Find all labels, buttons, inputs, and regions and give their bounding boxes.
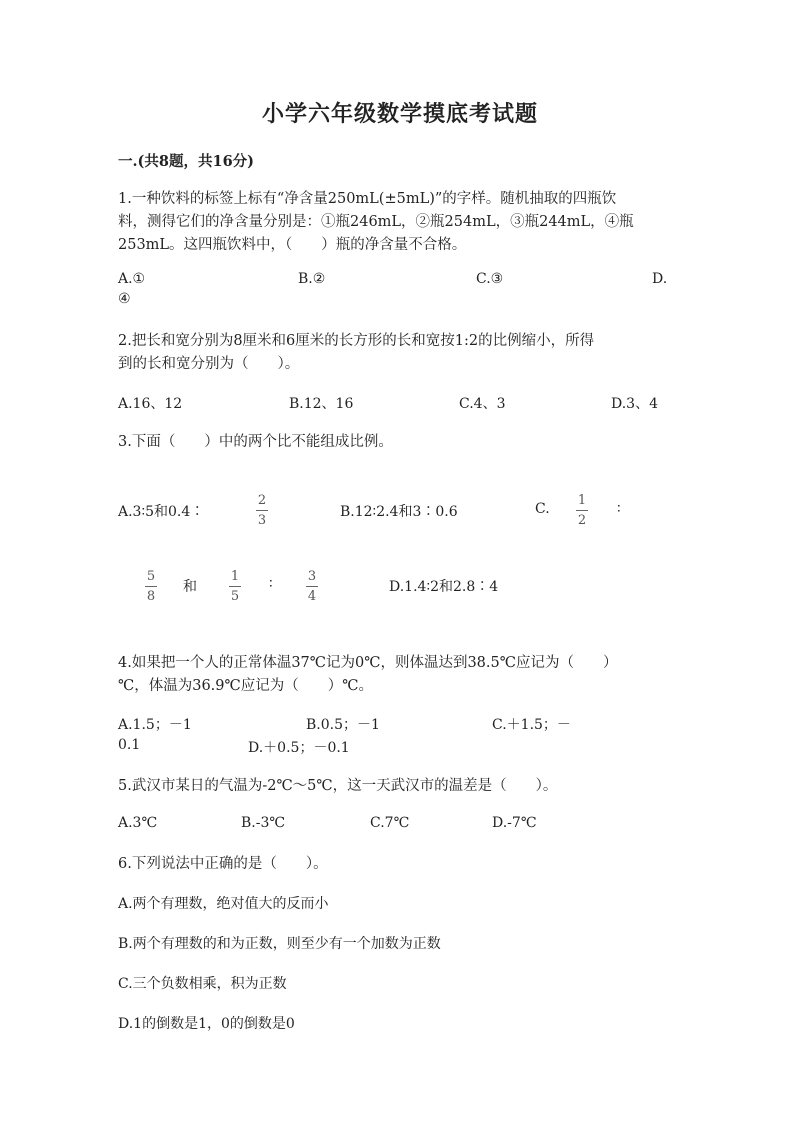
question-6-option-d: D.1的倒数是1，0的倒数是0 [118, 1016, 295, 1032]
question-5-option-c: C.7℃ [370, 815, 410, 831]
question-5-stem: 5.武汉市某日的气温为-2℃～5℃，这一天武汉市的温差是（ ）。 [118, 778, 558, 794]
fraction-five-eighths: 5 8 [146, 569, 156, 604]
question-1-stem-line-1: 1.一种饮料的标签上标有“净含量250mL(±5mL)”的字样。随机抽取的四瓶饮 [118, 191, 617, 207]
question-2-stem-line-2: 到的长和宽分别为（ ）。 [118, 356, 300, 372]
question-3-option-b: B.12∶2.4和3∶0.6 [340, 504, 458, 520]
ratio-colon-2: ∶ [269, 576, 273, 592]
question-2-option-a: A.16、12 [118, 396, 183, 412]
question-3-option-a: A.3∶5和0.4∶ [118, 504, 205, 520]
question-2-stem-line-1: 2.把长和宽分别为8厘米和6厘米的长方形的长和宽按1:2的比例缩小，所得 [118, 333, 595, 349]
question-2-option-b: B.12、16 [289, 396, 354, 412]
question-5-option-a: A.3℃ [118, 815, 158, 831]
question-2-option-c: C.4、3 [459, 396, 506, 412]
question-4-option-c: C.＋1.5；－ [492, 717, 571, 733]
question-4-stem-line-2: ℃，体温为36.9℃应记为（ ）℃。 [118, 678, 373, 694]
question-1-option-d-wrap: ④ [118, 291, 131, 307]
question-4-option-c-wrap: 0.1 [118, 737, 141, 753]
question-1-option-d: D. [652, 271, 668, 287]
question-1-stem-line-3: 253mL。这四瓶饮料中，（ ）瓶的净含量不合格。 [118, 237, 467, 253]
question-6-option-a: A.两个有理数，绝对值大的反而小 [118, 896, 329, 912]
section-heading: 一.(共8题，共16分) [118, 153, 255, 170]
question-3-option-c: C. [535, 501, 550, 517]
question-4-option-a: A.1.5；－1 [118, 717, 192, 733]
fraction-three-quarters: 3 4 [307, 569, 317, 604]
question-5-option-d: D.-7℃ [492, 815, 537, 831]
question-1-option-a: A.① [118, 271, 146, 287]
page-title: 小学六年级数学摸底考试题 [261, 101, 538, 127]
conjunction-and: 和 [183, 579, 197, 595]
question-4-option-d: D.＋0.5；－0.1 [248, 740, 350, 756]
question-6-option-b: B.两个有理数的和为正数，则至少有一个加数为正数 [118, 936, 441, 952]
question-1-option-c: C.③ [476, 271, 504, 287]
fraction-one-fifth: 1 5 [230, 569, 240, 604]
question-5-option-b: B.-3℃ [241, 815, 286, 831]
question-2-option-d: D.3、4 [611, 396, 658, 412]
question-4-option-b: B.0.5；－1 [306, 717, 380, 733]
fraction-two-thirds: 2 3 [257, 493, 267, 528]
fraction-one-half: 1 2 [577, 493, 587, 528]
question-3-option-d: D.1.4∶2和2.8∶4 [389, 579, 499, 595]
question-3-stem: 3.下面（ ）中的两个比不能组成比例。 [118, 434, 393, 450]
question-4-stem-line-1: 4.如果把一个人的正常体温37℃记为0℃，则体温达到38.5℃应记为（ ） [118, 655, 618, 671]
ratio-colon: ∶ [617, 501, 621, 517]
question-6-stem: 6.下列说法中正确的是（ ）。 [118, 856, 328, 872]
question-6-option-c: C.三个负数相乘，积为正数 [118, 976, 287, 992]
question-1-stem-line-2: 料，测得它们的净含量分别是：①瓶246mL，②瓶254mL，③瓶244mL，④瓶 [118, 214, 634, 230]
question-1-option-b: B.② [298, 271, 326, 287]
